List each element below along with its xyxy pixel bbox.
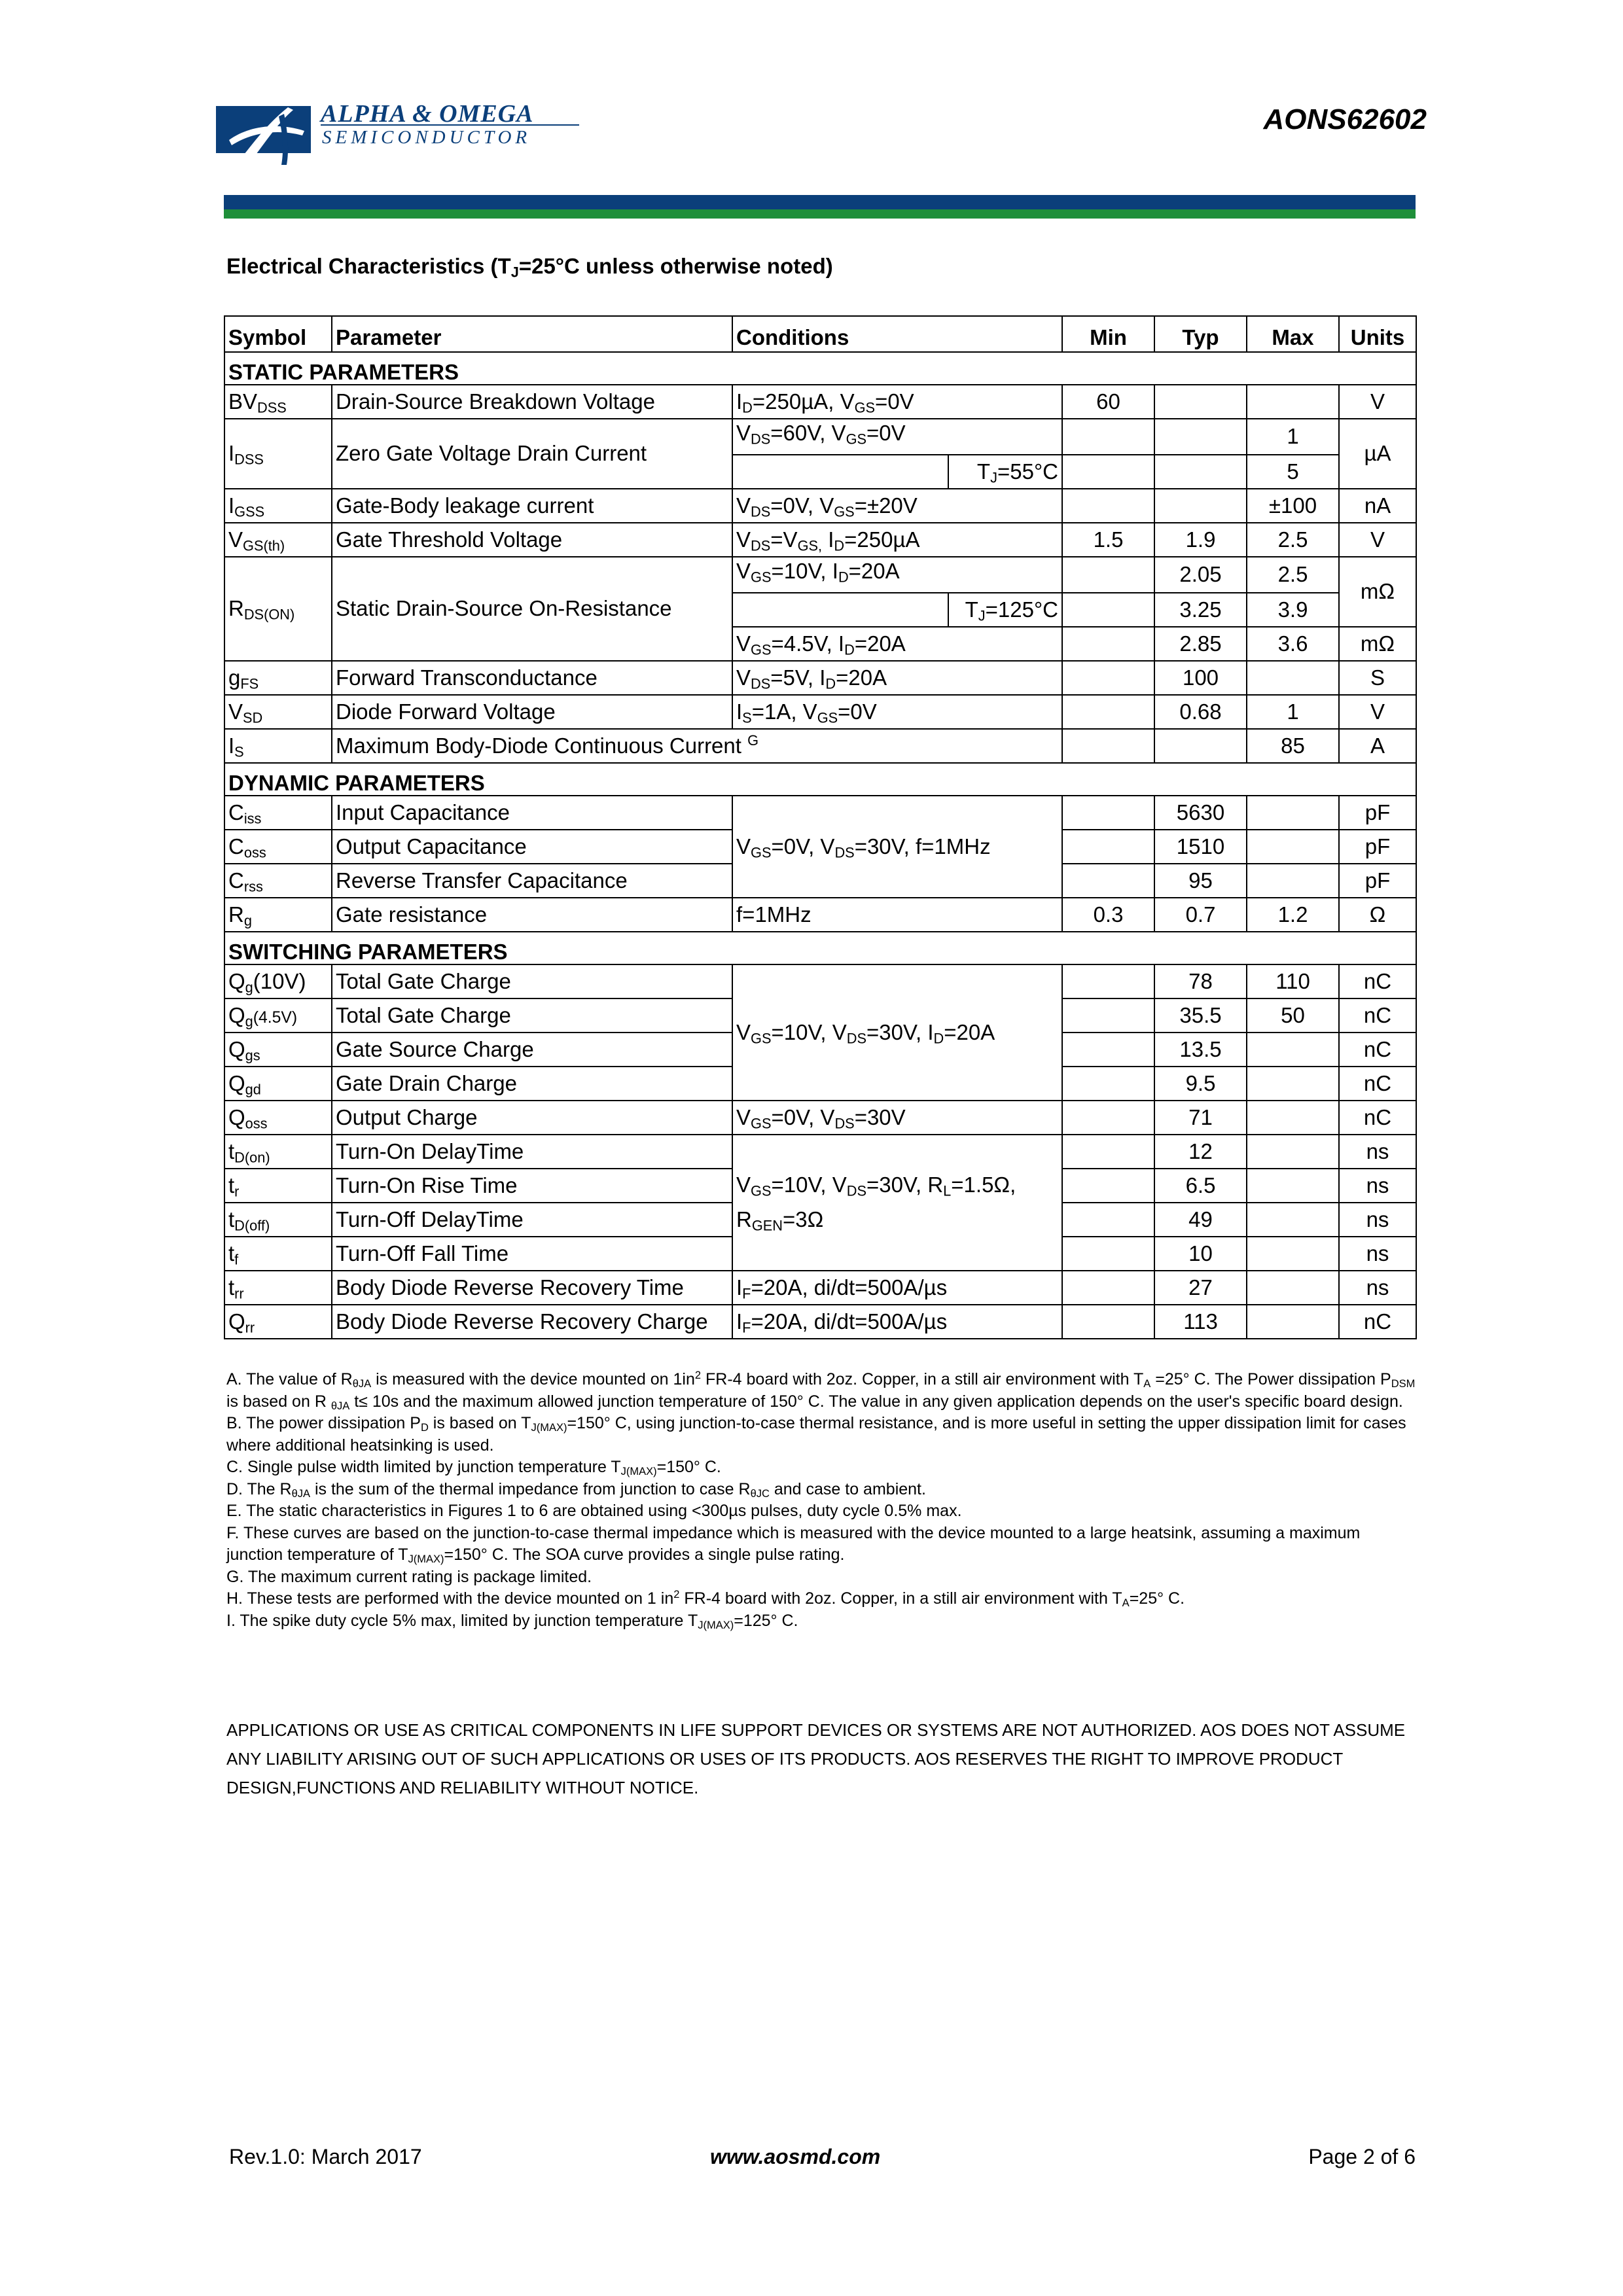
typ-cell: 49 [1154, 1203, 1247, 1237]
footer-revision: Rev.1.0: March 2017 [229, 2145, 422, 2168]
symbol-cell: $I_S$ [224, 729, 332, 763]
symbol-cell: $t_{D(off)}$ [224, 1203, 332, 1237]
parameter-cell: Reverse Transfer Capacitance [332, 864, 732, 898]
conditions-cell: $I_F=20A$, di/dt=500A/µs [732, 1271, 1062, 1305]
symbol-cell: $Q_g(10V)$ [224, 964, 332, 998]
parameter-cell: Gate Drain Charge [332, 1067, 732, 1101]
conditions-cell: $V_{DS}=5V$, $I_D=20A$ [732, 661, 1062, 695]
symbol-cell: $t_{D(on)}$ [224, 1135, 332, 1169]
table-row [224, 964, 1416, 998]
units-cell: A [1339, 729, 1416, 763]
note-c: C. Single pulse width limited by junction temperature $T_{J(MAX)}=150^\circ$ C. [226, 1458, 721, 1478]
max-cell: 50 [1247, 998, 1339, 1033]
table-row [224, 1271, 1416, 1305]
max-cell: 85 [1247, 729, 1339, 763]
parameter-cell: Static Drain-Source On-Resistance [332, 557, 732, 661]
table-row [224, 523, 1416, 557]
min-cell: 1.5 [1062, 523, 1154, 557]
typ-cell: 78 [1154, 964, 1247, 998]
symbol-cell: $V_{GS(th)}$ [224, 523, 332, 557]
symbol-cell: $Q_g(4.5V)$ [224, 998, 332, 1033]
parameter-cell: Maximum Body-Diode Continuous Current $^G$ [332, 729, 1062, 763]
symbol-cell: $I_{GSS}$ [224, 489, 332, 523]
max-cell: 1.2 [1247, 898, 1339, 932]
symbol-cell: $C_{iss}$ [224, 796, 332, 830]
header-units: Units [1339, 316, 1416, 352]
logo-name: ALPHA & OMEGA [321, 100, 534, 128]
conditions-cell: $I_S=1A$, $V_{GS}=0V$ [732, 695, 1062, 729]
note-g: G. The maximum current rating is package limited. [226, 1567, 592, 1586]
symbol-cell: $t_r$ [224, 1169, 332, 1203]
parameter-cell: Turn-On Rise Time [332, 1169, 732, 1203]
conditions-cell: $V_{GS}=10V$, $I_D=20A$ [732, 557, 1062, 593]
typ-cell: 1.9 [1154, 523, 1247, 557]
table-row [224, 1305, 1416, 1339]
conditions-cell: $V_{GS}=4.5V$, $I_D=20A$ [732, 627, 1062, 661]
company-logo [216, 99, 582, 171]
max-cell: 5 [1247, 455, 1339, 489]
header-rule-green [224, 209, 1416, 219]
parameter-cell: Turn-Off Fall Time [332, 1237, 732, 1271]
units-cell: pF [1339, 796, 1416, 830]
parameter-cell: Forward Transconductance [332, 661, 732, 695]
footer-page-number: Page 2 of 6 [1308, 2145, 1416, 2168]
table-row [224, 557, 1416, 593]
typ-cell: 113 [1154, 1305, 1247, 1339]
parameter-cell: Total Gate Charge [332, 998, 732, 1033]
typ-cell: 100 [1154, 661, 1247, 695]
units-cell: pF [1339, 864, 1416, 898]
symbol-cell: $t_{rr}$ [224, 1271, 332, 1305]
parameter-cell: Turn-On DelayTime [332, 1135, 732, 1169]
units-cell: mΩ [1339, 627, 1416, 661]
typ-cell: 1510 [1154, 830, 1247, 864]
symbol-cell: $C_{oss}$ [224, 830, 332, 864]
min-cell: 0.3 [1062, 898, 1154, 932]
parameter-cell: Zero Gate Voltage Drain Current [332, 419, 732, 489]
table-row [224, 1135, 1416, 1169]
units-cell: Ω [1339, 898, 1416, 932]
units-cell: S [1339, 661, 1416, 695]
table-row [224, 489, 1416, 523]
parameter-cell: Output Charge [332, 1101, 732, 1135]
typ-cell: 2.05 [1154, 557, 1247, 593]
symbol-cell: $R_{DS(ON)}$ [224, 557, 332, 661]
conditions-cell: $I_D=250\mu A$, $V_{GS}=0V$ [732, 385, 1062, 419]
parameter-cell: Input Capacitance [332, 796, 732, 830]
units-cell: nC [1339, 1305, 1416, 1339]
units-cell: ns [1339, 1271, 1416, 1305]
parameter-cell: Drain-Source Breakdown Voltage [332, 385, 732, 419]
footnotes [226, 1369, 1418, 1632]
typ-cell: 12 [1154, 1135, 1247, 1169]
note-i: I. The spike duty cycle 5% max, limited by junction temperature $T_{J(MAX)}=125^\circ$ C. [226, 1611, 798, 1631]
typ-cell: 3.25 [1154, 593, 1247, 627]
units-cell: ns [1339, 1135, 1416, 1169]
header-rule-blue [224, 195, 1416, 209]
symbol-cell: $t_f$ [224, 1237, 332, 1271]
parameter-cell: Output Capacitance [332, 830, 732, 864]
symbol-cell: $C_{rss}$ [224, 864, 332, 898]
table-row [224, 1101, 1416, 1135]
conditions-cell: f=1MHz [732, 898, 1062, 932]
parameter-cell: Gate Source Charge [332, 1033, 732, 1067]
typ-cell: 27 [1154, 1271, 1247, 1305]
table-row [224, 898, 1416, 932]
symbol-cell: $g_{FS}$ [224, 661, 332, 695]
parameter-cell: Body Diode Reverse Recovery Charge [332, 1305, 732, 1339]
parameter-cell: Gate-Body leakage current [332, 489, 732, 523]
conditions-cell: $V_{GS}=0V$, $V_{DS}=30V$ [732, 1101, 1062, 1135]
header-typ: Typ [1154, 316, 1247, 352]
units-cell: ns [1339, 1203, 1416, 1237]
max-cell: 1 [1247, 695, 1339, 729]
typ-cell: 5630 [1154, 796, 1247, 830]
note-e: E. The static characteristics in Figures 1 to 6 are obtained using <300µs pulses, duty cycle 0.5% max. [226, 1502, 962, 1520]
typ-cell: 13.5 [1154, 1033, 1247, 1067]
conditions-cell: $V_{DS}=60V$, $V_{GS}=0V$ [732, 419, 1062, 455]
table-row [224, 385, 1416, 419]
conditions-cell: $V_{DS}=V_{GS,}$ $I_D=250\mu A$ [732, 523, 1062, 557]
header-conditions: Conditions [732, 316, 1062, 352]
units-cell: µA [1339, 419, 1416, 489]
typ-cell: 2.85 [1154, 627, 1247, 661]
logo-subtitle: SEMICONDUCTOR [322, 127, 531, 148]
section-switching: SWITCHING PARAMETERS [224, 932, 1416, 964]
typ-cell: 35.5 [1154, 998, 1247, 1033]
typ-cell: 9.5 [1154, 1067, 1247, 1101]
table-row [224, 729, 1416, 763]
symbol-cell: $Q_{gd}$ [224, 1067, 332, 1101]
typ-cell: 71 [1154, 1101, 1247, 1135]
conditions-cell: $V_{GS}=0V$, $V_{DS}=30V$, f=1MHz [732, 796, 1062, 898]
units-cell: nC [1339, 964, 1416, 998]
typ-cell: 6.5 [1154, 1169, 1247, 1203]
conditions-cell: $V_{GS}=10V$, $V_{DS}=30V$, $I_D=20A$ [732, 964, 1062, 1101]
header-parameter: Parameter [332, 316, 732, 352]
max-cell: 2.5 [1247, 523, 1339, 557]
max-cell: 1 [1247, 419, 1339, 455]
typ-cell: 0.7 [1154, 898, 1247, 932]
table-row [224, 661, 1416, 695]
parameter-cell: Turn-Off DelayTime [332, 1203, 732, 1237]
parameter-cell: Gate resistance [332, 898, 732, 932]
symbol-cell: $BV_{DSS}$ [224, 385, 332, 419]
typ-cell: 0.68 [1154, 695, 1247, 729]
typ-cell: 95 [1154, 864, 1247, 898]
footer-url[interactable]: www.aosmd.com [710, 2145, 881, 2168]
conditions-cell: $V_{GS}=10V$, $V_{DS}=30V$, $R_L=1.5\Omega$, $R_{GEN}=3\Omega$ [732, 1135, 1062, 1271]
symbol-cell: $Q_{gs}$ [224, 1033, 332, 1067]
min-cell: 60 [1062, 385, 1154, 419]
units-cell: nC [1339, 1101, 1416, 1135]
table-header-row [224, 316, 1416, 352]
units-cell: mΩ [1339, 557, 1416, 627]
units-cell: V [1339, 385, 1416, 419]
max-cell: 3.9 [1247, 593, 1339, 627]
units-cell: ns [1339, 1237, 1416, 1271]
units-cell: nC [1339, 998, 1416, 1033]
section-static: STATIC PARAMETERS [224, 352, 1416, 385]
conditions-cell: $T_J=55^\circ C$ [948, 455, 1062, 489]
header-min: Min [1062, 316, 1154, 352]
note-d: D. The $R_{\theta JA}$ is the sum of the thermal impedance from junction to case $R_{\theta JC}$ and case to ambient. [226, 1479, 926, 1500]
note-h: H. These tests are performed with the device mounted on 1 $in^2$ FR-4 board with 2oz. Copper, in a still air environment with $T_A=25^\circ$ C. [226, 1588, 1185, 1610]
symbol-cell: $V_{SD}$ [224, 695, 332, 729]
parameter-cell: Total Gate Charge [332, 964, 732, 998]
typ-cell: 10 [1154, 1237, 1247, 1271]
note-b: B. The power dissipation $P_D$ is based on $T_{J(MAX)}=150^\circ$ C, using junction-to-case thermal resistance, and is more useful in setting the upper dissipation limit for cases where additional heatsinking is used. [226, 1414, 1406, 1455]
max-cell: ±100 [1247, 489, 1339, 523]
conditions-cell: $V_{DS}=0V$, $V_{GS}=\pm 20V$ [732, 489, 1062, 523]
max-cell: 2.5 [1247, 557, 1339, 593]
note-f: F. These curves are based on the junction-to-case thermal impedance which is measured with the device mounted to a large heatsink, assuming a maximum junction temperature of $T_{J(MAX)}=150^\circ$ C. The SOA curve provides a single pulse rating. [226, 1523, 1361, 1566]
parameter-cell: Diode Forward Voltage [332, 695, 732, 729]
symbol-cell: $Q_{rr}$ [224, 1305, 332, 1339]
table-row [224, 796, 1416, 830]
electrical-characteristics-table [224, 315, 1417, 1339]
part-number: AONS62602 [1263, 103, 1427, 135]
units-cell: ns [1339, 1169, 1416, 1203]
parameter-cell: Body Diode Reverse Recovery Time [332, 1271, 732, 1305]
disclaimer-notice: APPLICATIONS OR USE AS CRITICAL COMPONENTS IN LIFE SUPPORT DEVICES OR SYSTEMS ARE NOT AUTHORIZED. AOS DOES NOT ASSUME ANY LIABILITY ARISING OUT OF SUCH APPLICATIONS OR USES OF ITS PRODUCTS. AOS RESERVES THE RIGHT TO IMPROVE PRODUCT DESIGN,FUNCTIONS AND RELIABILITY WITHOUT NOTICE. [226, 1720, 1406, 1797]
header-symbol: Symbol [224, 316, 332, 352]
conditions-cell: $I_F=20A$, di/dt=500A/µs [732, 1305, 1062, 1339]
symbol-cell: $R_g$ [224, 898, 332, 932]
note-a: A. The value of $R_{\theta JA}$ is measured with the device mounted on $1in^2$ FR-4 board with 2oz. Copper, in a still air environment with $T_A =25^\circ$ C. The Power dissipation $P_{DSM}$ is based on R $_{\theta JA}$ t≤ 10s and the maximum allowed junction temperature of 150° C. The value in any given application depends on the user's specific board design. [226, 1369, 1416, 1412]
symbol-cell: $Q_{oss}$ [224, 1101, 332, 1135]
header-max: Max [1247, 316, 1339, 352]
table-row [224, 695, 1416, 729]
units-cell: nC [1339, 1033, 1416, 1067]
section-dynamic: DYNAMIC PARAMETERS [224, 763, 1416, 796]
units-cell: nA [1339, 489, 1416, 523]
max-cell: 3.6 [1247, 627, 1339, 661]
table-row [224, 419, 1416, 455]
max-cell: 110 [1247, 964, 1339, 998]
parameter-cell: Gate Threshold Voltage [332, 523, 732, 557]
units-cell: nC [1339, 1067, 1416, 1101]
symbol-cell: $I_{DSS}$ [224, 419, 332, 489]
units-cell: V [1339, 523, 1416, 557]
section-title: Electrical Characteristics ($T_J=25^\circ C$ unless otherwise noted) [226, 254, 833, 281]
conditions-cell: $T_J=125^\circ C$ [948, 593, 1062, 627]
units-cell: pF [1339, 830, 1416, 864]
units-cell: V [1339, 695, 1416, 729]
